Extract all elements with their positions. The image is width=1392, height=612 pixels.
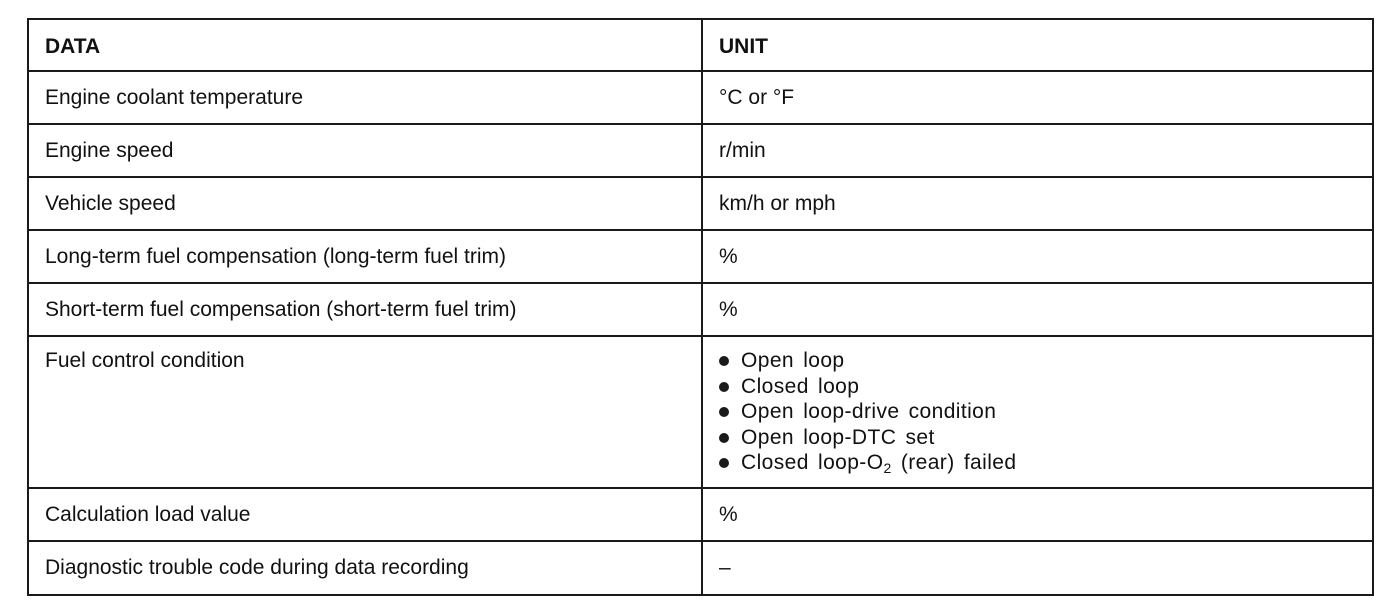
unit-cell [702, 336, 1373, 488]
data-unit-table [27, 18, 1374, 596]
table-row [28, 124, 1373, 177]
bullet-icon [719, 458, 729, 468]
bullet-icon [719, 433, 729, 443]
data-cell: Fuel control condition [28, 336, 702, 488]
data-cell: Diagnostic trouble code during data recording [28, 541, 702, 595]
table-row [28, 283, 1373, 336]
unit-cell: % [702, 283, 1373, 336]
data-cell: Engine coolant temperature [28, 71, 702, 124]
bullet-icon [719, 382, 729, 392]
list-item [719, 425, 1372, 451]
list-item [719, 348, 1372, 374]
data-cell: Long-term fuel compensation (long-term fuel trim) [28, 230, 702, 283]
list-item [719, 374, 1372, 400]
bullet-icon [719, 356, 729, 366]
unit-cell: °C or °F [702, 71, 1373, 124]
unit-cell: km/h or mph [702, 177, 1373, 230]
data-cell: Vehicle speed [28, 177, 702, 230]
unit-cell: r/min [702, 124, 1373, 177]
list-item-label: Closed loop [741, 374, 860, 398]
table-row [28, 177, 1373, 230]
header-unit: UNIT [702, 19, 1373, 71]
unit-cell: % [702, 488, 1373, 541]
table-header-row [28, 19, 1373, 71]
table-row [28, 336, 1373, 488]
list-item-label: Open loop [741, 349, 845, 372]
fuel-control-condition-list [719, 348, 1372, 476]
table-row [28, 230, 1373, 283]
list-item-label-o2: Closed loop-$O_2$ (rear) failed [741, 451, 1017, 476]
unit-cell: % [702, 230, 1373, 283]
data-cell: Calculation load value [28, 488, 702, 541]
list-item [719, 399, 1372, 425]
table-row [28, 541, 1373, 595]
table-row [28, 488, 1373, 541]
list-item-label: Open loop-DTC set [741, 425, 935, 449]
bullet-icon [719, 407, 729, 417]
list-item [719, 450, 1372, 476]
data-cell: Short-term fuel compensation (short-term fuel trim) [28, 283, 702, 336]
table-row [28, 71, 1373, 124]
header-data: DATA [28, 19, 702, 71]
list-item-label: Open loop-drive condition [741, 400, 997, 423]
unit-cell: – [702, 541, 1373, 595]
data-cell: Engine speed [28, 124, 702, 177]
